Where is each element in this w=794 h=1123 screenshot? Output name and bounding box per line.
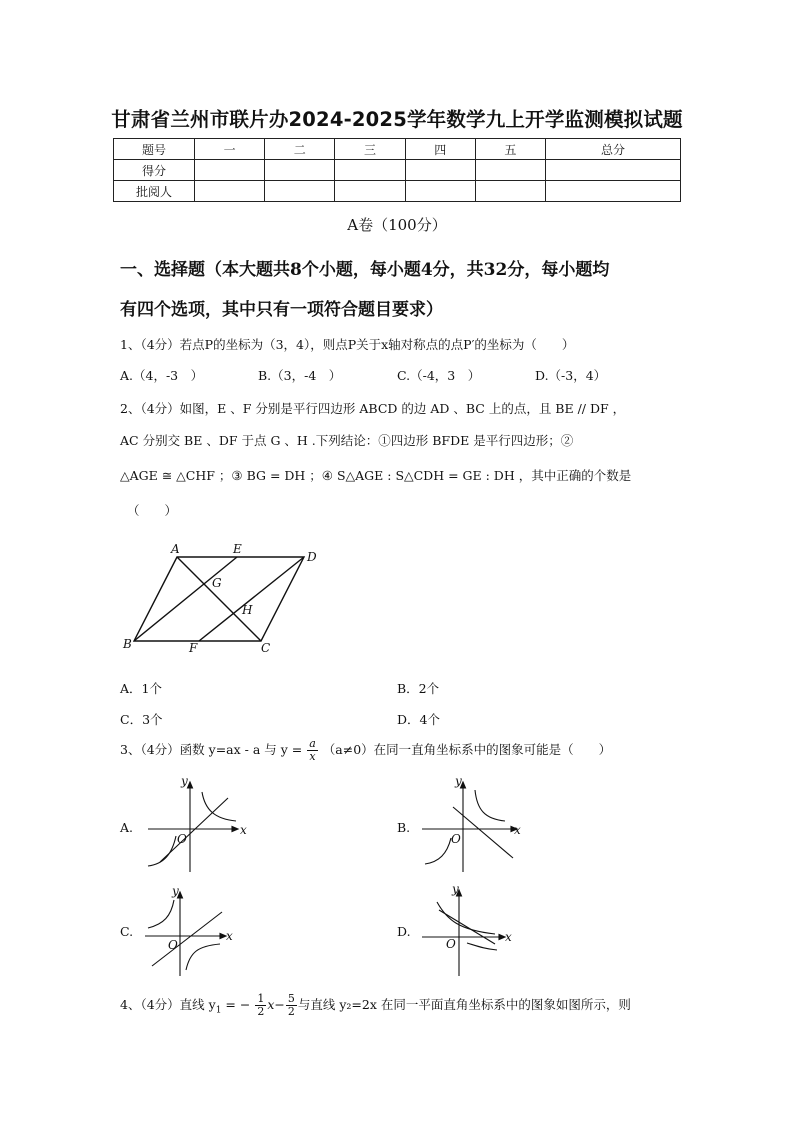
line-graph: [152, 912, 222, 966]
q3-stem: [120, 738, 611, 763]
segment-df: [199, 557, 304, 641]
score-table: [113, 138, 681, 202]
diagonal-ac: [177, 557, 261, 641]
score-cell: [335, 181, 405, 202]
label-a: A: [171, 542, 180, 556]
q4-frac1-num: 1: [257, 992, 265, 1005]
q2-line1: 2、（4分）如图，E 、F 分别是平行四边形 ABCD 的边 AD 、BC 上的点，且 BE // DF ，: [120, 401, 626, 416]
label-h: H: [242, 603, 253, 617]
y-arrow: [188, 782, 193, 788]
score-cell: [475, 181, 545, 202]
line-graph: [453, 807, 513, 858]
score-cell: [475, 160, 545, 181]
q4-mid1: = −: [225, 997, 251, 1012]
q3-graph-b: [417, 772, 532, 877]
score-cell: [546, 160, 681, 181]
x-arrow: [232, 827, 238, 832]
q3-frac-den: x: [309, 750, 316, 763]
q3-graph-d: [417, 880, 532, 980]
q1-option-a: A.（4，-3 ）: [120, 368, 204, 383]
section-a-title: A卷（100分）: [347, 216, 447, 234]
q1-option-b: B.（3，-4 ）: [258, 368, 342, 383]
q2-line4: （ ）: [127, 503, 178, 518]
q3-option-a: A.: [120, 820, 134, 835]
grader-row: [114, 181, 681, 202]
y-label: y: [452, 882, 459, 896]
hyperbola-branch: [437, 902, 495, 934]
segment-be: [134, 557, 237, 641]
q4-fraction-2: [286, 993, 297, 1018]
x-label: x: [514, 823, 521, 837]
label-f: F: [189, 641, 198, 655]
q3-option-c: C.: [120, 924, 134, 939]
label-e: E: [233, 542, 242, 556]
score-cell: [265, 160, 335, 181]
q3-stem-prefix: 3、（4分）函数 y=ax - a 与 y =: [120, 742, 303, 757]
header-cell: 二: [265, 139, 335, 160]
q3-option-d: D.: [397, 924, 411, 939]
q3-graph-c: [140, 880, 255, 980]
y-label: y: [455, 774, 462, 788]
score-cell: [405, 181, 475, 202]
label-g: G: [212, 576, 222, 590]
q2-option-b: B．2个: [397, 681, 440, 696]
row-label: 得分: [114, 160, 195, 181]
q3-option-b: B.: [397, 820, 411, 835]
hyperbola-branch: [425, 838, 451, 864]
q4-fraction-1: [255, 993, 266, 1018]
label-b: B: [123, 637, 132, 651]
part1-heading-line1: 一、选择题（本大题共8个小题，每小题4分，共32分，每小题均: [120, 260, 610, 280]
q3-graph-a: [140, 772, 255, 877]
exam-title: 甘肃省兰州市联片办2024-2025学年数学九上开学监测模拟试题: [111, 108, 683, 131]
hyperbola-branch: [475, 790, 505, 821]
q4-suffix: 与直线 y₂=2x 在同一平面直角坐标系中的图象如图所示，则: [297, 997, 631, 1012]
origin-label: O: [446, 937, 456, 951]
header-cell: 四: [405, 139, 475, 160]
score-row: [114, 160, 681, 181]
q3-frac-num: a: [309, 737, 316, 750]
q1-stem: 1、（4分）若点P的坐标为（3，4），则点P关于x轴对称点的点P′的坐标为（ ）: [120, 337, 575, 352]
hyperbola-branch: [467, 943, 497, 950]
q4-stem: [120, 993, 680, 1018]
header-cell: 五: [475, 139, 545, 160]
q2-line3: △AGE ≅ △CHF ；③ BG = DH ；④ S△AGE : S△CDH = GE : DH ，其中正确的个数是: [120, 468, 632, 483]
hyperbola-branch: [186, 944, 220, 970]
label-d: D: [307, 550, 317, 564]
q1-option-c: C.（-4，3 ）: [397, 368, 481, 383]
hyperbola-branch: [148, 900, 174, 928]
q4-mid2: x−: [267, 997, 285, 1012]
q3-fraction: [307, 738, 318, 763]
score-cell: [405, 160, 475, 181]
x-label: x: [240, 823, 247, 837]
q2-option-d: D．4个: [397, 712, 440, 727]
q2-option-a: A．1个: [120, 681, 162, 696]
score-cell: [546, 181, 681, 202]
q2-option-c: C．3个: [120, 712, 163, 727]
parallelogram-figure: [115, 540, 340, 660]
q2-line2: AC 分别交 BE 、DF 于点 G 、H .下列结论：①四边形 BFDE 是平行四边形；②: [120, 433, 574, 448]
q4-frac2-den: 2: [287, 1005, 295, 1018]
header-cell: 总分: [546, 139, 681, 160]
header-cell: 三: [335, 139, 405, 160]
score-cell: [335, 160, 405, 181]
q4-prefix: 4、（4分）直线 y: [120, 997, 216, 1012]
q4-frac1-den: 2: [257, 1005, 265, 1018]
origin-label: O: [168, 938, 178, 952]
q1-option-d: D.（-3，4）: [535, 368, 607, 383]
score-cell: [265, 181, 335, 202]
part1-heading-line2: 有四个选项，其中只有一项符合题目要求）: [120, 300, 443, 320]
origin-label: O: [177, 832, 187, 846]
score-cell: [195, 160, 265, 181]
header-cell: 题号: [114, 139, 195, 160]
row-label: 批阅人: [114, 181, 195, 202]
header-cell: 一: [195, 139, 265, 160]
score-cell: [195, 181, 265, 202]
y-label: y: [172, 884, 179, 898]
x-label: x: [226, 929, 233, 943]
origin-label: O: [451, 832, 461, 846]
x-label: x: [505, 930, 512, 944]
score-table-header-row: [114, 139, 681, 160]
q3-stem-suffix: （a≠0）在同一直角坐标系中的图象可能是（ ）: [322, 742, 612, 757]
label-c: C: [261, 641, 271, 655]
q4-frac2-num: 5: [287, 992, 295, 1005]
y-label: y: [181, 774, 188, 788]
q4-sub1: 1: [215, 1005, 222, 1016]
